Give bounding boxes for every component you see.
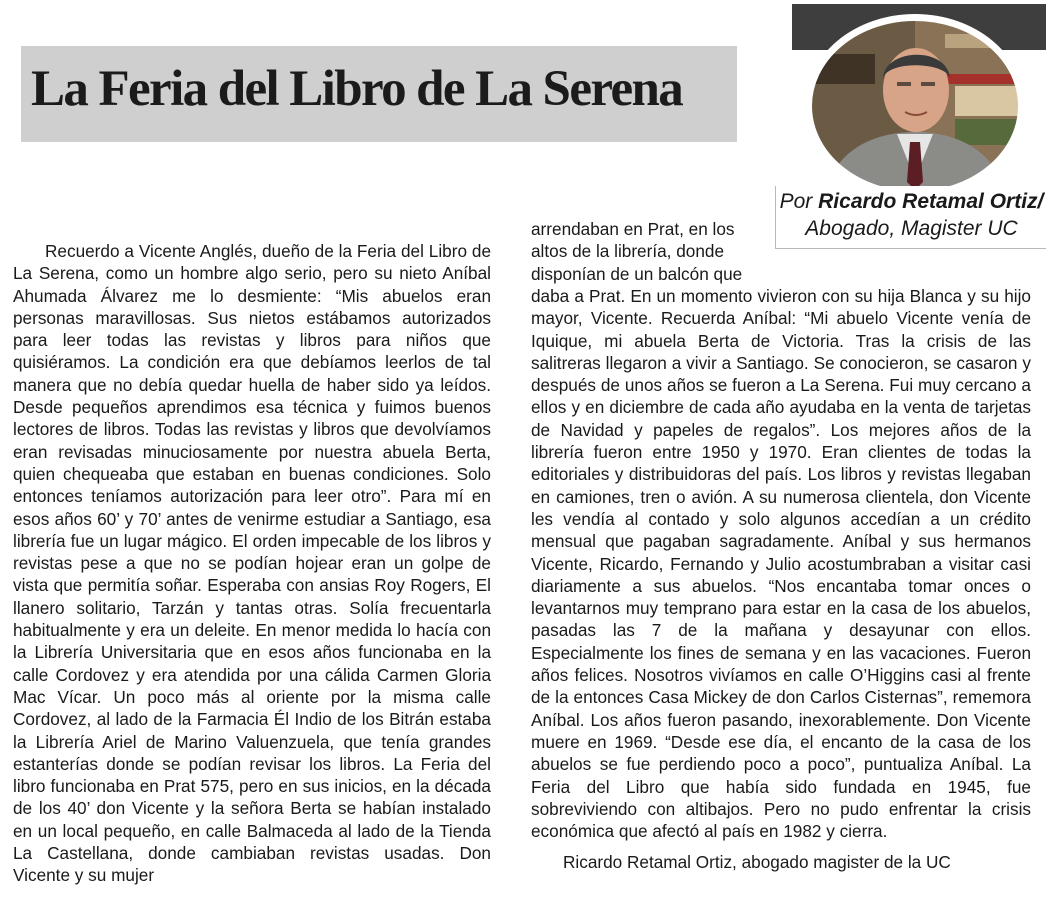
article-column-1: Recuerdo a Vicente Anglés, dueño de la Feria del Libro de La Serena, como un hombre algo serio, pero su nieto Aníbal Ahumada Álvarez me lo desmiente: “Mis abuelos eran personas maravillosas. Sus nietos estábamos autorizados para leer todas las revistas y libros para niños que quisiéramos. La condición era que debíamos leerlos de tal manera que no debía quedar huella de haber sido ya leídos. Desde pequeños aprendimos esa técnica y fuimos buenos lectores de libros. Todas las revistas y libros que devolvíamos eran revisadas minuciosamente por nuestra abuela Berta, quien chequeaba que estaban en buenas condiciones. Solo entonces teníamos autorización para leer otro”. Para mí en esos años 60’ y 70’ antes de venirme estudiar a Santiago, esa librería fue un lugar mágico. El orden impecable de los libros y revistas pese a que no se podían hojear eran un golpe de vista que permitía soñar. Esperaba con ansias Roy Rogers, El llanero solitario, Tarzán y tantas otras. Solía frecuentarla habitualmente y era un deleite. En menor medida lo hacía con la Librería Universitaria que en esos años funcionaba en la calle Cordovez y era atendida por una cálida Carmen Gloria Mac Vícar. Un poco más al oriente por la misma calle Cordovez, al lado de la Farmacia Él Indio de los Bitrán estaba la Librería Ariel de Marino Valuenzuela, que tenía grandes estanterías donde se podían revisar los libros. La Feria del libro funcionaba en Prat 575, pero en sus inicios, en la década de los 40’ don Vicente y la señora Berta se habían instalado en un local pequeño, en calle Balmaceda al lado de la Tienda La Castellana, donde cambiaban revistas usadas. Don Vicente y su mujer xyxy=(13,241,491,886)
title-banner xyxy=(21,46,737,142)
author-byline xyxy=(775,186,1046,249)
author-photo-frame xyxy=(792,4,1046,189)
article-column-2-top: arrendaban en Prat, en los altos de la librería, donde disponían de un balcón que xyxy=(531,219,743,284)
byline-role: Abogado, Magister UC xyxy=(805,217,1018,240)
byline-author: Ricardo Retamal Ortiz/ xyxy=(818,190,1044,213)
author-portrait xyxy=(805,14,1025,188)
byline-prefix: Por xyxy=(779,190,819,213)
article-signature: Ricardo Retamal Ortiz, abogado magister de la UC xyxy=(563,852,951,872)
article-column-2: daba a Prat. En un momento vivieron con su hija Blanca y su hijo mayor, Vicente. Recuerda Aníbal: “Mi abuelo Vicente venía de Iquique, mi abuela Berta de Victoria. Tras la crisis de las salitreras llegaron a vivir a Santiago. Se conocieron, se casaron y después de unos años se fueron a La Serena. Fui muy cercano a ellos y en diciembre de cada año ayudaba en la venta de tarjetas de Navidad y papeles de regalos”. Los mejores años de la librería fueron entre 1950 y 1970. Eran clientes de todas la editoriales y distribuidoras del país. Los libros y revistas llegaban en camiones, tren o avión. A su numerosa clientela, don Vicente les vendía al contado y solo algunos accedían a un crédito mensual que pagaban sagradamente. Aníbal y sus hermanos Vicente, Ricardo, Fernando y Julio acostumbraban a visitar casi diariamente a sus abuelos. “Nos encantaba tomar onces o levantarnos muy temprano para estar en la casa de los abuelos, pasadas las 7 de la mañana y desayunar con ellos. Especialmente los fines de semana y en las vacaciones. Fueron años felices. Nosotros vivíamos en calle O’Higgins casi al frente de la entonces Casa Mickey de don Carlos Cisternas”, rememora Aníbal. Los años fueron pasando, inexorablemente. Don Vicente muere en 1969. “Desde ese día, el encanto de la casa de los abuelos se fue perdiendo poco a poco”, puntualiza Aníbal. La Feria del Libro que había sido fundada en 1945, fue sobreviviendo con altibajos. Pero no pudo enfrentar la crisis económica que afectó al país en 1982 y cierra. xyxy=(531,286,1031,842)
article-title: La Feria del Libro de La Serena xyxy=(31,61,683,117)
